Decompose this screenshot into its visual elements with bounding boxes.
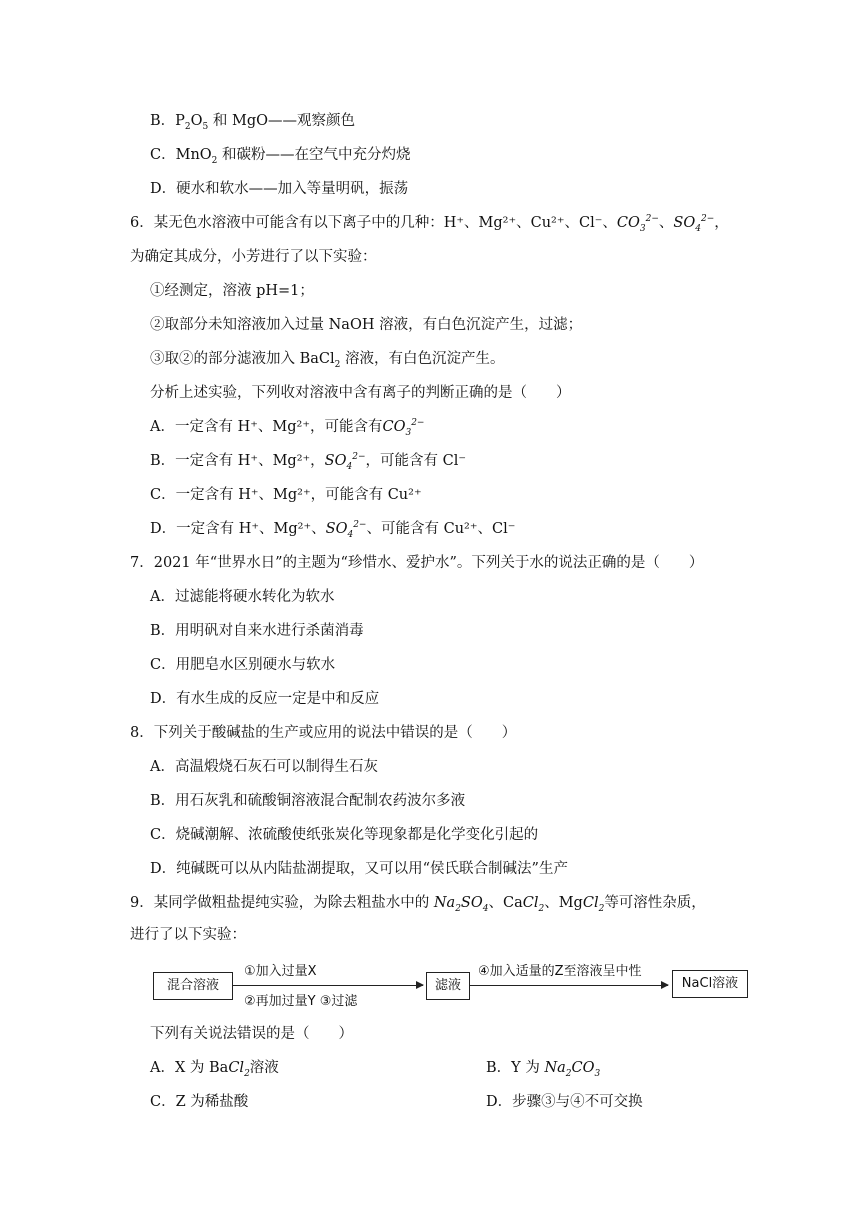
q8-option-a: A．高温煅烧石灰石可以制得生石灰 <box>150 759 378 775</box>
q9-option-c: C．Z 为稀盐酸 <box>150 1094 249 1110</box>
flow-arrow-2 <box>470 985 668 986</box>
q6-step-1: ①经测定，溶液 pH=1； <box>150 283 314 299</box>
q5-option-c: C．MnO$_2$ 和碳粉——在空气中充分灼烧 <box>150 147 411 166</box>
flow-box-nacl-solution: NaCl溶液 <box>672 970 748 998</box>
flow-box-mixed-solution: 混合溶液 <box>153 972 233 1000</box>
q8-stem: 8．下列关于酸碱盐的生产或应用的说法中错误的是（ ） <box>130 725 517 741</box>
q9-option-d: D．步骤③与④不可交换 <box>486 1094 643 1110</box>
flow-step-1: ①加入过量X <box>244 964 317 979</box>
q7-option-a: A．过滤能将硬水转化为软水 <box>150 589 335 605</box>
q9-stem-line2: 进行了以下实验： <box>130 927 246 943</box>
q6-option-c: C．一定含有 H⁺、Mg²⁺，可能含有 Cu²⁺ <box>150 487 422 503</box>
q7-stem: 7．2021 年“世界水日”的主题为“珍惜水、爱护水”。下列关于水的说法正确的是（ ） <box>130 555 704 571</box>
q8-option-d: D．纯碱既可以从内陆盐湖提取，又可以用“侯氏联合制碱法”生产 <box>150 861 568 877</box>
q6-option-b: B．一定含有 H⁺、Mg²⁺，$SO_4^{2-}$，可能含有 Cl⁻ <box>150 452 467 472</box>
q5-option-d: D．硬水和软水——加入等量明矾，振荡 <box>150 181 409 197</box>
q6-step-2: ②取部分未知溶液加入过量 NaOH 溶液，有白色沉淀产生，过滤； <box>150 317 583 333</box>
flow-step-4: ④加入适量的Z至溶液呈中性 <box>478 964 642 979</box>
q5-option-b: B．$P_2O_5$ 和 MgO——观察颜色 <box>150 113 356 132</box>
q6-question: 分析上述实验，下列收对溶液中含有离子的判断正确的是（ ） <box>150 385 571 401</box>
q6-step-3: ③取②的部分滤液加入 BaCl$_2$ 溶液，有白色沉淀产生。 <box>150 351 505 370</box>
q7-option-d: D．有水生成的反应一定是中和反应 <box>150 691 380 707</box>
q9-option-b: B．Y 为 $Na_2CO_3$ <box>486 1060 601 1079</box>
q7-option-b: B．用明矾对自来水进行杀菌消毒 <box>150 623 364 639</box>
q7-option-c: C．用肥皂水区别硬水与软水 <box>150 657 336 673</box>
flow-arrow-1 <box>233 985 423 986</box>
q9-option-a: A．X 为 BaCl$_2$溶液 <box>150 1060 279 1079</box>
q8-option-c: C．烧碱潮解、浓硫酸使纸张炭化等现象都是化学变化引起的 <box>150 827 539 843</box>
q8-option-b: B．用石灰乳和硫酸铜溶液混合配制农药波尔多液 <box>150 793 466 809</box>
q6-option-d: D．一定含有 H⁺、Mg²⁺、$SO_4^{2-}$、可能含有 Cu²⁺、Cl⁻ <box>150 520 516 540</box>
q6-stem-line1: 6．某无色水溶液中可能含有以下离子中的几种：H⁺、Mg²⁺、Cu²⁺、Cl⁻、$CO_3^{2-}$、$SO_4^{2-}$， <box>130 214 729 234</box>
q9-stem-line1: 9．某同学做粗盐提纯实验，为除去粗盐水中的 $Na_2SO_4$、CaCl$_2$、MgCl$_2$等可溶性杂质， <box>130 895 706 914</box>
flow-box-filtrate: 滤液 <box>426 972 470 1000</box>
q6-stem-line2: 为确定其成分，小芳进行了以下实验： <box>130 249 377 265</box>
q6-option-a: A．一定含有 H⁺、Mg²⁺，可能含有$CO_3^{2-}$ <box>150 418 425 438</box>
flow-step-2-3: ②再加过量Y ③过滤 <box>244 994 358 1009</box>
q9-question: 下列有关说法错误的是（ ） <box>150 1026 353 1042</box>
